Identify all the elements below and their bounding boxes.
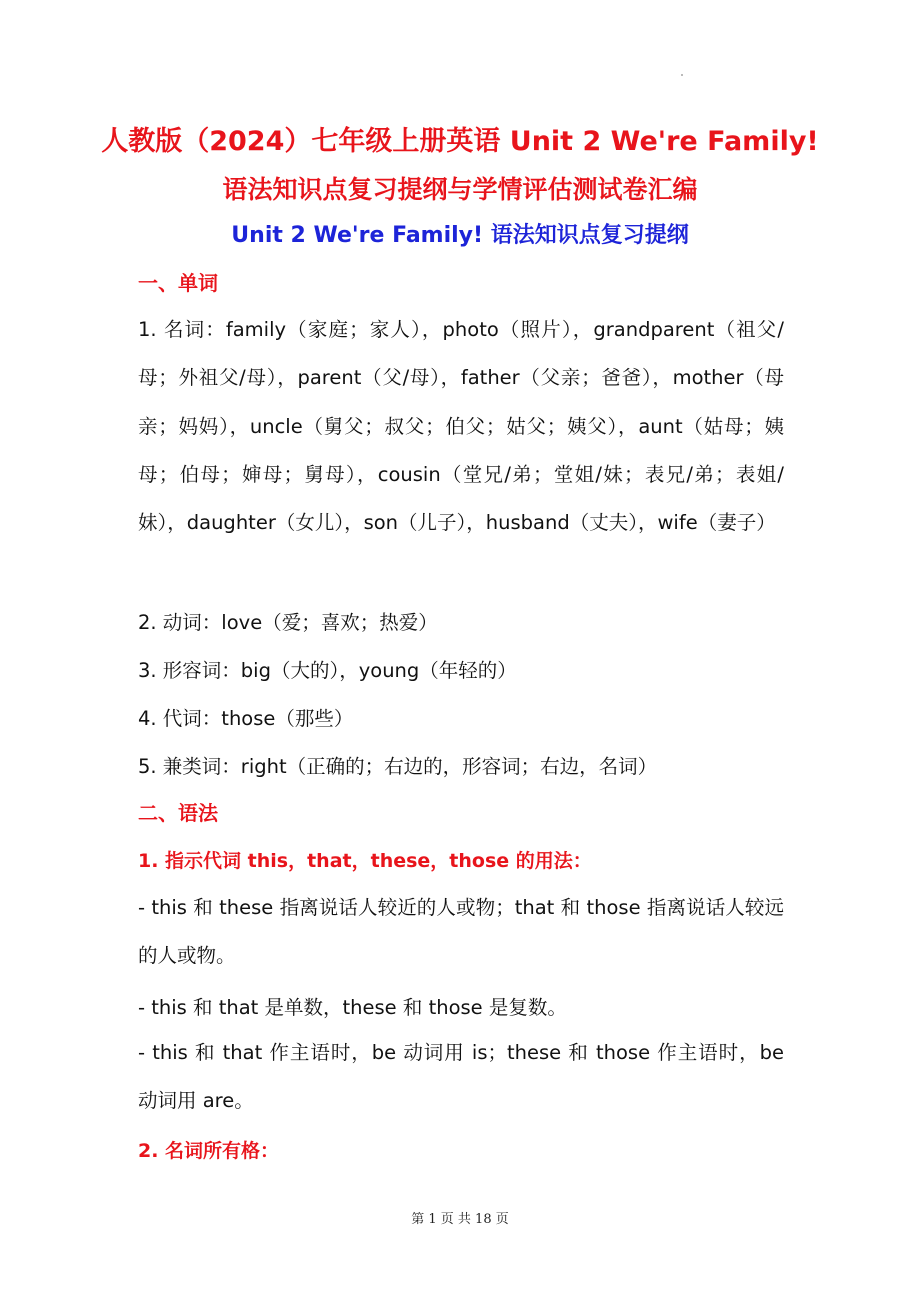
vocab-item-pronouns: 4. 代词：those（那些） xyxy=(138,707,354,730)
document-title-line-2: 语法知识点复习提纲与学情评估测试卷汇编 xyxy=(222,175,698,204)
grammar-subheading-possessive: 2. 名词所有格： xyxy=(138,1140,280,1162)
vocab-item-adjectives: 3. 形容词：big（大的），young（年轻的） xyxy=(138,659,517,682)
document-title: 人教版（2024）七年级上册英语 Unit 2 We're Family! xyxy=(101,126,819,157)
grammar-paragraph-be-verb: - this 和 that 作主语时，be 动词用 is；these 和 those 作主语时，be 动词用 are。 xyxy=(138,1041,784,1113)
grammar-paragraph-distance: - this 和 these 指离说话人较近的人或物；that 和 those 指离说话人较远的人或物。 xyxy=(138,896,784,968)
document-subtitle: Unit 2 We're Family! 语法知识点复习提纲 xyxy=(231,223,689,248)
section-heading-grammar: 二、语法 xyxy=(138,801,218,825)
vocab-item-nouns: 1. 名词：family（家庭；家人），photo（照片），grandparent（祖父/母；外祖父/母），parent（父/母），father（父亲；爸爸），mother（母亲；妈妈），uncle（舅父；叔父；伯父；姑父；姨父），aunt（姑母；姨母；伯母；婶母；舅母），cousin（堂兄/弟；堂姐/妹；表兄/弟；表姐/妹），daughter（女儿），son（儿子），husband（丈夫），wife（妻子） xyxy=(138,318,784,535)
section-heading-vocab: 一、单词 xyxy=(138,271,218,295)
page-footer: 第 1 页 共 18 页 xyxy=(411,1212,509,1227)
vocab-item-verbs: 2. 动词：love（爱；喜欢；热爱） xyxy=(138,611,438,634)
vocab-item-multi-class: 5. 兼类词：right（正确的；右边的，形容词；右边，名词） xyxy=(138,755,658,778)
grammar-subheading-demonstratives: 1. 指示代词 this，that，these，those 的用法： xyxy=(138,850,592,872)
decorative-dot xyxy=(681,74,683,76)
grammar-paragraph-number: - this 和 that 是单数，these 和 those 是复数。 xyxy=(138,996,567,1019)
